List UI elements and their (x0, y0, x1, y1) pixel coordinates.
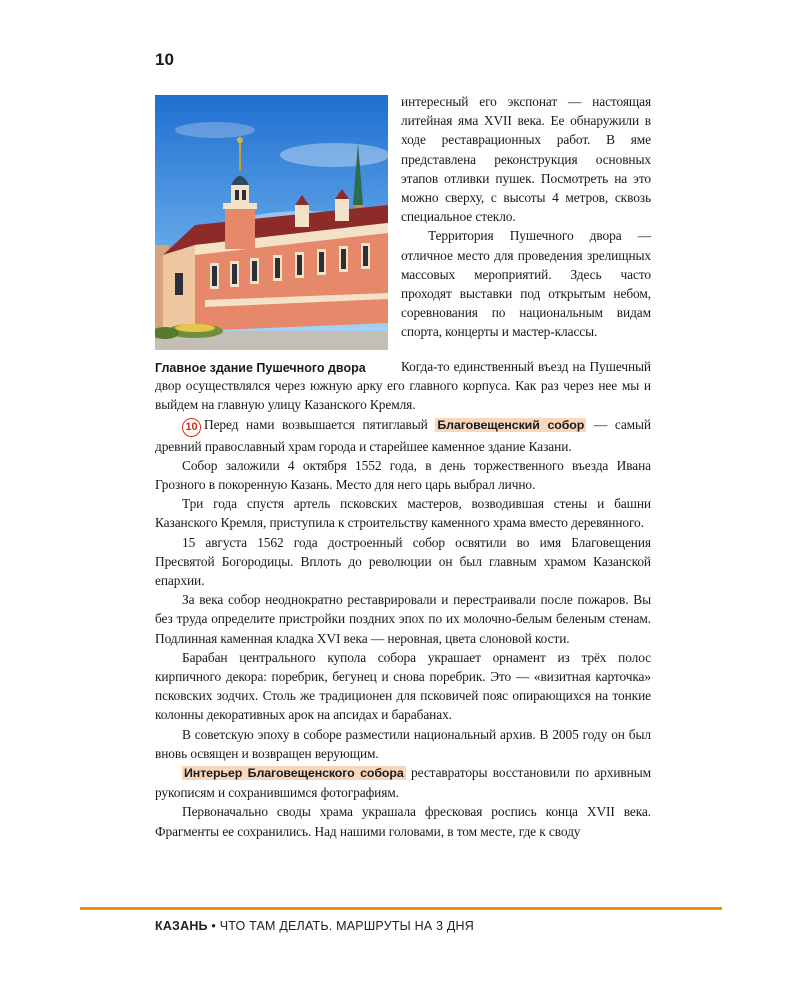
main-column (155, 357, 651, 841)
footer-city: КАЗАНЬ (155, 919, 208, 933)
footer-divider (80, 907, 722, 910)
footer-separator: • (211, 919, 216, 933)
highlighted-term: Благовещенский собор (437, 417, 585, 432)
paragraph: Когда-то единственный въезд на Пушечный двор осуществлялся через южную арку его главного корпуса. Как раз через нее мы и выйдем на главную улицу Казанского Кремля. (155, 359, 651, 413)
side-column (401, 92, 651, 342)
cannon-yard-photo (155, 95, 388, 350)
paragraph: интересный его экспонат — настоящая литейная яма XVII века. Ее обнаружили в ходе реставрационных работ. В яме представлена реконструкция основных этапов отливки пушек. Посмотреть на это можно сверху, с высоты 4 метров, сквозь специальное стекло. (401, 94, 651, 225)
page-number: 10 (155, 50, 174, 69)
paragraph: Барабан центрального купола собора украшает орнамент из трёх полос кирпичного декора: поребрик, бегунец и снова поребрик. Это — «визитная карточка» псковских зодчих. Столь же традиционен для псковичей пояс опирающихся на тонкие колонны декоративных арок на апсидах и барабанах. (155, 649, 651, 723)
paragraph: Собор заложили 4 октября 1552 года, в день торжественного въезда Ивана Грозного в покоренную Казань. Место для него царь выбрал лично. (155, 457, 651, 493)
highlighted-term: Интерьер Благовещенского собора (184, 766, 404, 781)
paragraph: Первоначально своды храма украшала фресковая роспись конца XVII века. Фрагменты ее сохранились. Над нашими головами, в том месте, где к своду (155, 804, 651, 839)
paragraph: В советскую эпоху в соборе разместили национальный архив. В 2005 году он был вновь освящен и возвращен верующим. (155, 726, 651, 761)
paragraph: Территория Пушечного двора — отличное место для проведения зрелищных массовых мероприятий. Здесь часто проходят выставки под открытым небом, соревнования по национальным видам спорта, концерты и мастер-классы. (401, 228, 651, 340)
text-run: — самый древний православный храм города и старейшее каменное здание Казани. (155, 416, 651, 454)
paragraph-cathedral-intro (155, 415, 651, 456)
paragraph: За века собор неоднократно реставрировали и перестраивали после пожаров. Вы без труда определите пристройки поздних эпох по их молочно-белым беленым стенам. Подлинная каменная кладка XVI века — неровная, цвета слоновой кости. (155, 592, 651, 646)
text-run: реставраторы восстановили по архивным рукописям и сохранившимся фотографиям. (155, 765, 651, 801)
running-footer (155, 919, 474, 933)
paragraph: Три года спустя артель псковских мастеров, возводившая стены и башни Казанского Кремля, приступила к строительству каменного храма вместо деревянного. (155, 496, 651, 531)
text-run: Перед нами возвышается пятиглавый (204, 416, 436, 432)
building-illustration (155, 95, 388, 350)
paragraph-interior (155, 763, 651, 802)
footer-subtitle: ЧТО ТАМ ДЕЛАТЬ. МАРШРУТЫ НА 3 ДНЯ (219, 919, 474, 933)
paragraph: 15 августа 1562 года достроенный собор освятили во имя Благовещения Пресвятой Богородицы. Вплоть до революции он был главным храмом Казанской епархии. (155, 534, 651, 589)
photo-caption: Главное здание Пушечного двора (155, 361, 366, 375)
route-point-badge: 10 (182, 418, 201, 437)
